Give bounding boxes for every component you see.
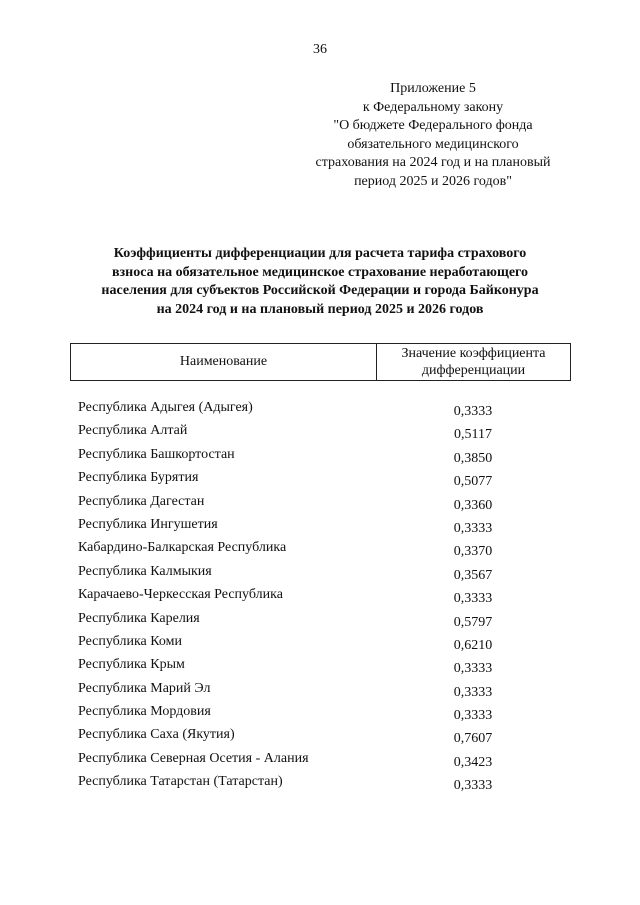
row-name: Республика Адыгея (Адыгея) xyxy=(78,400,253,415)
appendix-line: обязательного медицинского xyxy=(347,136,519,152)
row-value: 0,3333 xyxy=(453,684,493,700)
row-name: Республика Ингушетия xyxy=(78,516,218,532)
row-value: 0,3333 xyxy=(453,591,493,607)
table-row xyxy=(70,447,571,470)
table-row xyxy=(70,587,571,610)
table-row xyxy=(70,470,571,493)
row-name: Республика Бурятия xyxy=(78,470,199,486)
row-value: 0,3333 xyxy=(453,520,493,536)
row-name: Республика Алтай xyxy=(78,423,188,439)
table-body xyxy=(70,400,571,798)
table-row xyxy=(70,634,571,657)
table-header xyxy=(70,343,571,381)
title-line: на 2024 год и на плановый период 2025 и 2026 годов xyxy=(156,301,484,317)
row-name: Республика Калмыкия xyxy=(78,563,212,579)
appendix-line: к Федеральному закону xyxy=(362,99,504,115)
header-name: Наименование xyxy=(71,344,377,380)
table-row xyxy=(70,564,571,587)
appendix-line: Приложение 5 xyxy=(390,81,476,96)
table-row xyxy=(70,681,571,704)
row-name: Республика Коми xyxy=(78,633,182,649)
row-value: 0,5117 xyxy=(454,427,492,443)
appendix-line: страхования на 2024 год и на плановый xyxy=(315,155,551,171)
row-name: Республика Дагестан xyxy=(78,493,205,509)
title-line: взноса на обязательное медицинское страхование неработающего xyxy=(111,264,529,280)
appendix-block xyxy=(300,80,566,192)
row-name: Республика Крым xyxy=(78,657,185,673)
row-value: 0,3850 xyxy=(453,450,493,466)
row-name: Республика Башкортостан xyxy=(78,446,235,462)
table-row xyxy=(70,657,571,680)
row-value: 0,5077 xyxy=(453,474,493,490)
row-value: 0,3567 xyxy=(453,567,493,583)
table-row xyxy=(70,751,571,774)
coefficients-table xyxy=(70,343,571,798)
row-value: 0,3370 xyxy=(453,544,493,560)
row-value: 0,3333 xyxy=(453,661,493,677)
table-row xyxy=(70,517,571,540)
row-value: 0,3423 xyxy=(453,754,493,770)
row-value: 0,3333 xyxy=(453,708,493,724)
row-name: Кабардино-Балкарская Республика xyxy=(78,540,287,556)
document-title xyxy=(70,245,570,319)
table-row xyxy=(70,727,571,750)
table-row xyxy=(70,400,571,423)
row-name: Республика Марий Эл xyxy=(78,680,211,696)
header-value-line: дифференциации xyxy=(421,363,526,378)
table-row xyxy=(70,423,571,446)
row-name: Республика Саха (Якутия) xyxy=(78,727,235,743)
header-value xyxy=(377,344,570,380)
header-value-line: Значение коэффициента xyxy=(401,346,546,361)
page-number: 36 xyxy=(313,42,327,57)
row-name: Республика Карелия xyxy=(78,610,200,626)
row-name: Республика Мордовия xyxy=(78,704,211,720)
appendix-line: "О бюджете Федерального фонда xyxy=(333,118,533,134)
row-value: 0,3360 xyxy=(453,497,493,513)
title-line: Коэффициенты дифференциации для расчета тарифа страхового xyxy=(113,246,527,261)
table-row xyxy=(70,494,571,517)
row-name: Карачаево-Черкесская Республика xyxy=(78,587,283,603)
row-value: 0,6210 xyxy=(453,637,493,653)
table-row xyxy=(70,540,571,563)
row-value: 0,5797 xyxy=(453,614,493,630)
row-value: 0,7607 xyxy=(453,731,493,747)
title-line: населения для субъектов Российской Федерации и города Байконура xyxy=(101,283,539,299)
row-value: 0,3333 xyxy=(453,404,493,419)
table-row xyxy=(70,704,571,727)
table-row xyxy=(70,611,571,634)
row-name: Республика Северная Осетия - Алания xyxy=(78,750,309,766)
row-name: Республика Татарстан (Татарстан) xyxy=(78,774,283,790)
appendix-line: период 2025 и 2026 годов" xyxy=(354,173,512,189)
table-row xyxy=(70,774,571,797)
row-value: 0,3333 xyxy=(453,778,493,794)
